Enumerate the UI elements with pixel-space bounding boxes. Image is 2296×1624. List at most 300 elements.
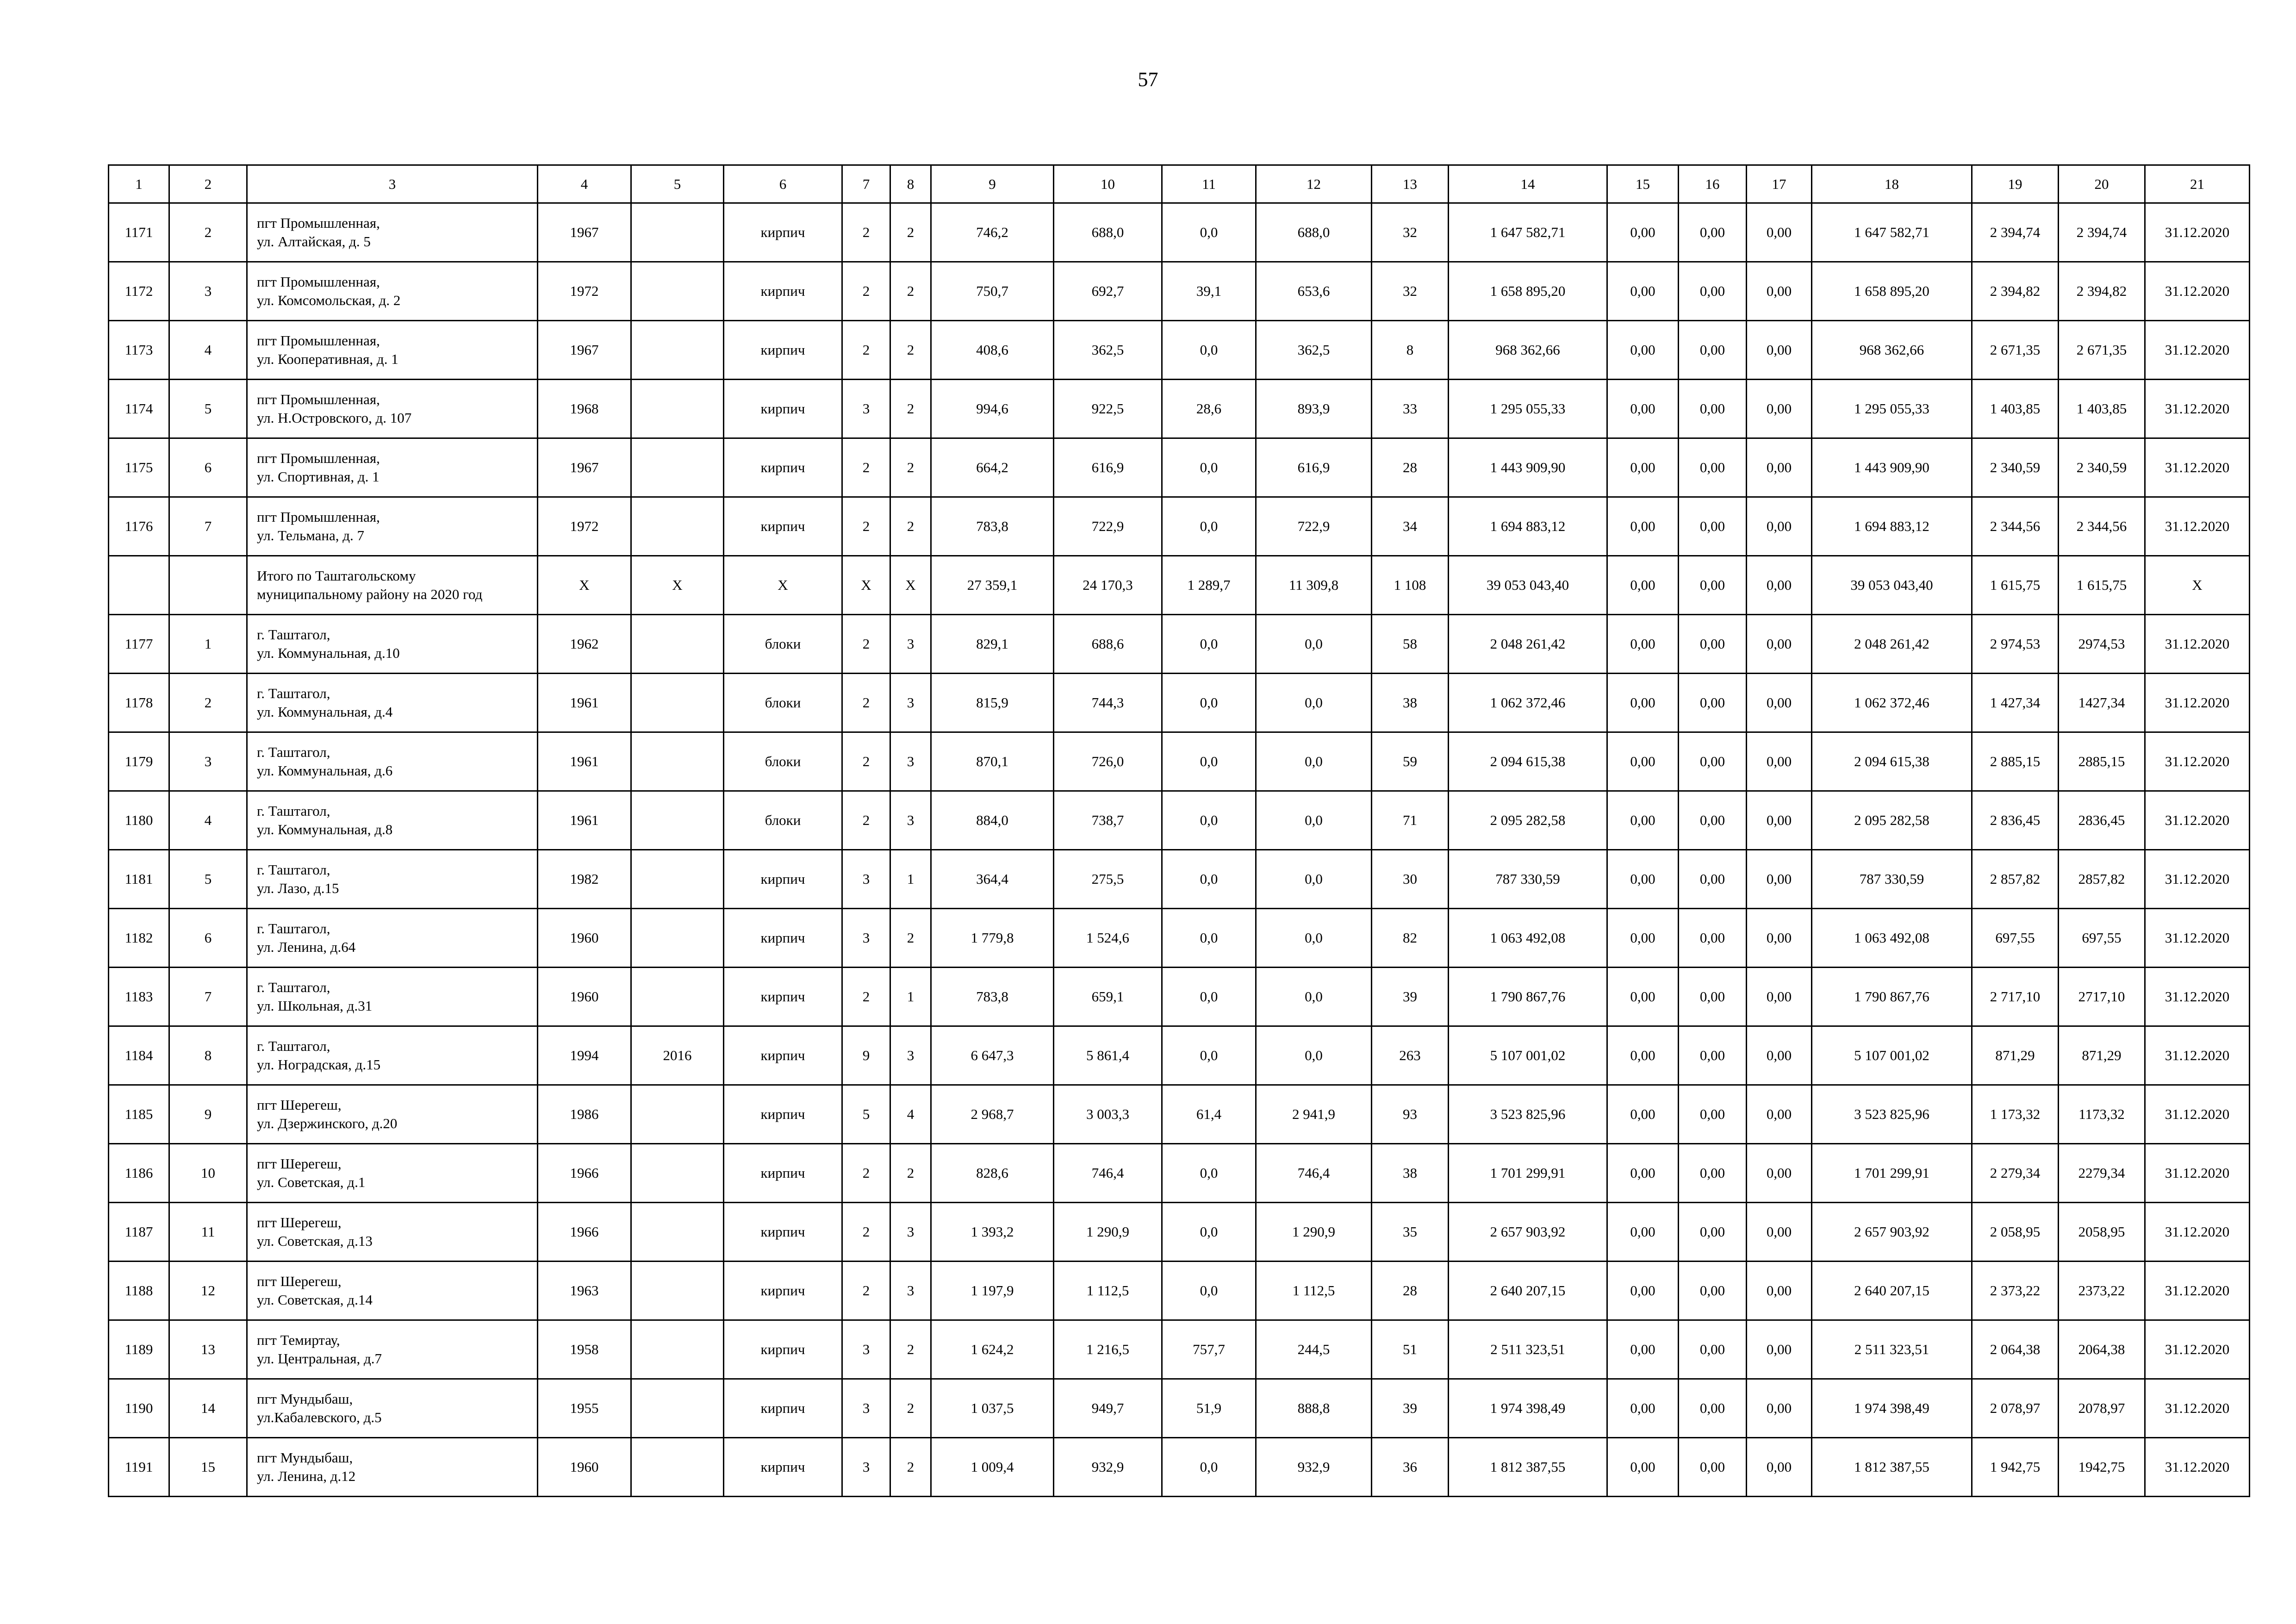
table-cell: кирпич bbox=[724, 1379, 842, 1438]
table-cell: 5 bbox=[842, 1085, 890, 1144]
address-line: ул. Центральная, д.7 bbox=[257, 1350, 382, 1367]
table-cell: 0,0 bbox=[1162, 203, 1256, 262]
column-number: 13 bbox=[1372, 165, 1449, 203]
table-cell: 1 658 895,20 bbox=[1449, 262, 1607, 321]
column-number: 14 bbox=[1449, 165, 1607, 203]
table-cell bbox=[631, 1203, 724, 1262]
column-number: 16 bbox=[1679, 165, 1747, 203]
address-cell bbox=[247, 497, 538, 556]
address-cell bbox=[247, 1262, 538, 1320]
table-cell: 2 394,74 bbox=[1972, 203, 2059, 262]
table-cell: 1 009,4 bbox=[931, 1438, 1054, 1497]
table-cell: 688,0 bbox=[1054, 203, 1162, 262]
table-cell: 1 295 055,33 bbox=[1449, 380, 1607, 438]
table-row bbox=[109, 203, 2250, 262]
table-cell: 0,00 bbox=[1679, 968, 1747, 1026]
table-cell: 1178 bbox=[109, 674, 169, 732]
table-cell: 815,9 bbox=[931, 674, 1054, 732]
address-line: ул. Дзержинского, д.20 bbox=[257, 1115, 398, 1131]
table-cell: 2 bbox=[890, 1144, 931, 1203]
address-line: ул. Тельмана, д. 7 bbox=[257, 527, 365, 543]
address-cell bbox=[247, 1438, 538, 1497]
column-number: 19 bbox=[1972, 165, 2059, 203]
table-cell: 870,1 bbox=[931, 732, 1054, 791]
address-cell bbox=[247, 262, 538, 321]
table-cell: 34 bbox=[1372, 497, 1449, 556]
table-cell: 1966 bbox=[538, 1203, 631, 1262]
table-cell: 1 524,6 bbox=[1054, 909, 1162, 968]
table-cell: 1175 bbox=[109, 438, 169, 497]
table-cell: 2 373,22 bbox=[1972, 1262, 2059, 1320]
table-cell: 1 812 387,55 bbox=[1812, 1438, 1972, 1497]
table-cell: 31.12.2020 bbox=[2145, 321, 2250, 380]
table-cell: 0,00 bbox=[1679, 262, 1747, 321]
table-cell: 0,0 bbox=[1256, 674, 1372, 732]
table-cell: 0,00 bbox=[1747, 850, 1812, 909]
table-cell bbox=[631, 1320, 724, 1379]
address-line: пгт Мундыбаш, bbox=[257, 1391, 353, 1407]
table-cell: 0,00 bbox=[1747, 262, 1812, 321]
table-cell: 0,00 bbox=[1747, 1085, 1812, 1144]
address-cell bbox=[247, 321, 538, 380]
table-cell: 726,0 bbox=[1054, 732, 1162, 791]
table-cell: 31.12.2020 bbox=[2145, 791, 2250, 850]
table-cell: 664,2 bbox=[931, 438, 1054, 497]
table-cell: 2 bbox=[842, 1144, 890, 1203]
table-cell: 3 bbox=[842, 850, 890, 909]
table-cell: кирпич bbox=[724, 1144, 842, 1203]
table-cell: 14 bbox=[169, 1379, 247, 1438]
table-cell: 0,00 bbox=[1747, 203, 1812, 262]
table-cell: 1 790 867,76 bbox=[1449, 968, 1607, 1026]
table-cell: 1 037,5 bbox=[931, 1379, 1054, 1438]
table-row bbox=[109, 791, 2250, 850]
table-cell: 33 bbox=[1372, 380, 1449, 438]
table-cell: 2 bbox=[890, 321, 931, 380]
table-cell: 1188 bbox=[109, 1262, 169, 1320]
column-number: 8 bbox=[890, 165, 931, 203]
table-cell: 2 640 207,15 bbox=[1812, 1262, 1972, 1320]
table-cell: 0,0 bbox=[1162, 909, 1256, 968]
table-cell: 2 bbox=[842, 1262, 890, 1320]
table-cell: 39 bbox=[1372, 968, 1449, 1026]
table-cell: 2016 bbox=[631, 1026, 724, 1085]
table-cell: 2 078,97 bbox=[1972, 1379, 2059, 1438]
table-cell: 0,00 bbox=[1747, 1320, 1812, 1379]
address-line: г. Таштагол, bbox=[257, 626, 330, 643]
address-cell bbox=[247, 1026, 538, 1085]
table-cell: 2 640 207,15 bbox=[1449, 1262, 1607, 1320]
table-cell: 1958 bbox=[538, 1320, 631, 1379]
table-cell: 1 443 909,90 bbox=[1812, 438, 1972, 497]
table-cell: 2 bbox=[890, 909, 931, 968]
table-cell: 1 942,75 bbox=[1972, 1438, 2059, 1497]
table-cell bbox=[631, 380, 724, 438]
table-cell: 362,5 bbox=[1054, 321, 1162, 380]
table-cell: 0,0 bbox=[1256, 791, 1372, 850]
table-cell: 2 344,56 bbox=[1972, 497, 2059, 556]
table-cell: 12 bbox=[169, 1262, 247, 1320]
table-cell: 2 bbox=[842, 732, 890, 791]
table-cell: 1 403,85 bbox=[2059, 380, 2145, 438]
table-cell bbox=[631, 1144, 724, 1203]
table-cell: 30 bbox=[1372, 850, 1449, 909]
table-cell: 2 836,45 bbox=[1972, 791, 2059, 850]
table-cell: 1182 bbox=[109, 909, 169, 968]
table-cell: 1 108 bbox=[1372, 556, 1449, 615]
table-cell: 0,00 bbox=[1607, 732, 1679, 791]
table-cell: 2 bbox=[890, 497, 931, 556]
table-cell: 0,00 bbox=[1679, 438, 1747, 497]
table-cell: 6 bbox=[169, 909, 247, 968]
table-cell: 0,0 bbox=[1162, 968, 1256, 1026]
table-cell: 31.12.2020 bbox=[2145, 262, 2250, 321]
table-cell: 2 bbox=[890, 203, 931, 262]
table-row bbox=[109, 321, 2250, 380]
table-cell: 3 003,3 bbox=[1054, 1085, 1162, 1144]
table-cell: 688,6 bbox=[1054, 615, 1162, 674]
table-cell: 871,29 bbox=[2059, 1026, 2145, 1085]
table-cell: 1189 bbox=[109, 1320, 169, 1379]
table-cell: 0,00 bbox=[1679, 497, 1747, 556]
table-cell: 1961 bbox=[538, 732, 631, 791]
table-cell: кирпич bbox=[724, 1320, 842, 1379]
table-cell: 0,00 bbox=[1607, 497, 1679, 556]
district-total-row bbox=[109, 556, 2250, 615]
table-cell: X bbox=[842, 556, 890, 615]
table-cell: 38 bbox=[1372, 1144, 1449, 1203]
table-cell: 1 615,75 bbox=[2059, 556, 2145, 615]
table-cell bbox=[109, 556, 169, 615]
table-cell: 0,00 bbox=[1679, 556, 1747, 615]
table-cell: кирпич bbox=[724, 1203, 842, 1262]
table-cell: 2717,10 bbox=[2059, 968, 2145, 1026]
table-cell: 1191 bbox=[109, 1438, 169, 1497]
table-cell: 1994 bbox=[538, 1026, 631, 1085]
table-cell: 59 bbox=[1372, 732, 1449, 791]
column-number: 15 bbox=[1607, 165, 1679, 203]
table-cell: X bbox=[890, 556, 931, 615]
table-cell: 746,2 bbox=[931, 203, 1054, 262]
table-cell: кирпич bbox=[724, 968, 842, 1026]
table-cell bbox=[631, 615, 724, 674]
table-cell: 692,7 bbox=[1054, 262, 1162, 321]
table-cell: 28,6 bbox=[1162, 380, 1256, 438]
address-cell bbox=[247, 615, 538, 674]
table-cell: 0,00 bbox=[1679, 1379, 1747, 1438]
table-cell: 0,0 bbox=[1256, 615, 1372, 674]
table-cell: 2 095 282,58 bbox=[1812, 791, 1972, 850]
table-cell bbox=[631, 1438, 724, 1497]
table-cell: 1 062 372,46 bbox=[1812, 674, 1972, 732]
table-cell: 1982 bbox=[538, 850, 631, 909]
table-cell: 1 694 883,12 bbox=[1812, 497, 1972, 556]
table-cell: 3 bbox=[890, 1262, 931, 1320]
table-cell: 1961 bbox=[538, 791, 631, 850]
table-cell: 0,00 bbox=[1747, 732, 1812, 791]
table-cell: 5 bbox=[169, 850, 247, 909]
table-cell: 51 bbox=[1372, 1320, 1449, 1379]
address-line: ул. Ленина, д.12 bbox=[257, 1468, 356, 1484]
table-cell: 0,00 bbox=[1607, 321, 1679, 380]
column-number-row bbox=[109, 165, 2250, 203]
table-cell: 3 bbox=[890, 1203, 931, 1262]
table-cell: кирпич bbox=[724, 262, 842, 321]
table-cell: 0,00 bbox=[1607, 556, 1679, 615]
table-cell: 2 bbox=[842, 438, 890, 497]
table-cell: 1183 bbox=[109, 968, 169, 1026]
table-cell: 1966 bbox=[538, 1144, 631, 1203]
table-cell: 0,0 bbox=[1162, 674, 1256, 732]
address-line: ул. Советская, д.13 bbox=[257, 1233, 373, 1249]
table-cell: 1184 bbox=[109, 1026, 169, 1085]
table-cell: 2064,38 bbox=[2059, 1320, 2145, 1379]
table-cell: 1 173,32 bbox=[1972, 1085, 2059, 1144]
table-cell: 2857,82 bbox=[2059, 850, 2145, 909]
table-cell: 787 330,59 bbox=[1449, 850, 1607, 909]
table-cell: 31.12.2020 bbox=[2145, 732, 2250, 791]
table-cell: 1174 bbox=[109, 380, 169, 438]
table-cell: 0,00 bbox=[1747, 321, 1812, 380]
table-cell: 0,00 bbox=[1679, 1438, 1747, 1497]
table-cell: 2 394,74 bbox=[2059, 203, 2145, 262]
table-cell: 2 394,82 bbox=[1972, 262, 2059, 321]
table-cell: 1 443 909,90 bbox=[1449, 438, 1607, 497]
table-row bbox=[109, 909, 2250, 968]
address-cell bbox=[247, 968, 538, 1026]
address-line: муниципальному району на 2020 год bbox=[257, 586, 483, 602]
table-cell: 32 bbox=[1372, 203, 1449, 262]
table-cell: 0,00 bbox=[1607, 1085, 1679, 1144]
table-cell: 0,00 bbox=[1607, 1320, 1679, 1379]
table-cell: 0,0 bbox=[1256, 850, 1372, 909]
address-cell bbox=[247, 438, 538, 497]
table-cell: 0,00 bbox=[1679, 321, 1747, 380]
address-cell bbox=[247, 674, 538, 732]
address-line: пгт Шерегеш, bbox=[257, 1214, 342, 1230]
table-cell: 2 058,95 bbox=[1972, 1203, 2059, 1262]
table-cell: 31.12.2020 bbox=[2145, 1262, 2250, 1320]
table-cell: 15 bbox=[169, 1438, 247, 1497]
table-cell: 58 bbox=[1372, 615, 1449, 674]
table-cell bbox=[631, 262, 724, 321]
table-cell: 1967 bbox=[538, 203, 631, 262]
table-cell: блоки bbox=[724, 791, 842, 850]
table-cell: 1 bbox=[890, 968, 931, 1026]
table-cell bbox=[631, 732, 724, 791]
table-cell: 744,3 bbox=[1054, 674, 1162, 732]
table-row bbox=[109, 1320, 2250, 1379]
table-cell: 5 bbox=[169, 380, 247, 438]
table-cell: 1 812 387,55 bbox=[1449, 1438, 1607, 1497]
table-cell: 4 bbox=[169, 321, 247, 380]
table-cell: 0,00 bbox=[1679, 850, 1747, 909]
table-cell: 2 bbox=[890, 1320, 931, 1379]
table-cell: 2 bbox=[890, 1379, 931, 1438]
table-cell: 738,7 bbox=[1054, 791, 1162, 850]
column-number: 10 bbox=[1054, 165, 1162, 203]
table-cell: кирпич bbox=[724, 321, 842, 380]
column-number: 5 bbox=[631, 165, 724, 203]
table-cell: 783,8 bbox=[931, 497, 1054, 556]
address-line: г. Таштагол, bbox=[257, 803, 330, 819]
table-cell: 1185 bbox=[109, 1085, 169, 1144]
table-cell: 275,5 bbox=[1054, 850, 1162, 909]
address-cell bbox=[247, 556, 538, 615]
table-cell: 1 112,5 bbox=[1256, 1262, 1372, 1320]
table-cell: 1190 bbox=[109, 1379, 169, 1438]
table-cell: 1961 bbox=[538, 674, 631, 732]
table-cell: 0,00 bbox=[1607, 203, 1679, 262]
table-cell: 7 bbox=[169, 968, 247, 1026]
column-number: 3 bbox=[247, 165, 538, 203]
table-cell: 0,00 bbox=[1679, 674, 1747, 732]
address-line: пгт Мундыбаш, bbox=[257, 1449, 353, 1466]
address-line: пгт Темиртау, bbox=[257, 1332, 340, 1348]
table-cell: 0,00 bbox=[1607, 1438, 1679, 1497]
table-cell: 2 095 282,58 bbox=[1449, 791, 1607, 850]
table-cell: 2 394,82 bbox=[2059, 262, 2145, 321]
table-cell: 5 861,4 bbox=[1054, 1026, 1162, 1085]
table-cell: 2 bbox=[842, 791, 890, 850]
address-line: ул. Советская, д.1 bbox=[257, 1174, 366, 1190]
table-cell: 2 974,53 bbox=[1972, 615, 2059, 674]
table-cell: 3 bbox=[842, 1320, 890, 1379]
address-cell bbox=[247, 850, 538, 909]
table-cell: 0,0 bbox=[1162, 1203, 1256, 1262]
table-cell: 0,0 bbox=[1162, 850, 1256, 909]
column-number: 1 bbox=[109, 165, 169, 203]
table-cell: 0,00 bbox=[1747, 674, 1812, 732]
table-cell: 1 779,8 bbox=[931, 909, 1054, 968]
table-cell: 1427,34 bbox=[2059, 674, 2145, 732]
table-cell: 1 427,34 bbox=[1972, 674, 2059, 732]
table-cell: 1 701 299,91 bbox=[1449, 1144, 1607, 1203]
column-number: 6 bbox=[724, 165, 842, 203]
table-cell: X bbox=[2145, 556, 2250, 615]
table-cell: 39 053 043,40 bbox=[1812, 556, 1972, 615]
table-cell: 38 bbox=[1372, 674, 1449, 732]
table-row bbox=[109, 1438, 2250, 1497]
table-cell: 2 511 323,51 bbox=[1449, 1320, 1607, 1379]
table-cell: блоки bbox=[724, 615, 842, 674]
table-cell: 829,1 bbox=[931, 615, 1054, 674]
table-cell: 2 bbox=[890, 262, 931, 321]
table-cell: 2058,95 bbox=[2059, 1203, 2145, 1262]
table-cell: 2078,97 bbox=[2059, 1379, 2145, 1438]
table-cell bbox=[631, 850, 724, 909]
table-cell: 93 bbox=[1372, 1085, 1449, 1144]
table-cell: 0,00 bbox=[1607, 438, 1679, 497]
table-cell: 1962 bbox=[538, 615, 631, 674]
table-cell: 8 bbox=[169, 1026, 247, 1085]
table-cell: 5 107 001,02 bbox=[1812, 1026, 1972, 1085]
table-cell: 2 bbox=[169, 203, 247, 262]
table-cell: 0,00 bbox=[1747, 380, 1812, 438]
column-number: 12 bbox=[1256, 165, 1372, 203]
table-cell: 922,5 bbox=[1054, 380, 1162, 438]
table-cell: 884,0 bbox=[931, 791, 1054, 850]
table-cell: 1 216,5 bbox=[1054, 1320, 1162, 1379]
column-number: 2 bbox=[169, 165, 247, 203]
table-cell: 932,9 bbox=[1256, 1438, 1372, 1497]
table-cell: 1972 bbox=[538, 262, 631, 321]
address-line: ул. Алтайская, д. 5 bbox=[257, 233, 371, 250]
address-cell bbox=[247, 732, 538, 791]
table-cell: 31.12.2020 bbox=[2145, 203, 2250, 262]
table-cell: 2 094 615,38 bbox=[1812, 732, 1972, 791]
table-cell: 616,9 bbox=[1256, 438, 1372, 497]
table-cell: 2 048 261,42 bbox=[1449, 615, 1607, 674]
table-cell: 1 197,9 bbox=[931, 1262, 1054, 1320]
table-cell: 7 bbox=[169, 497, 247, 556]
table-cell: 1179 bbox=[109, 732, 169, 791]
table-cell: X bbox=[631, 556, 724, 615]
table-cell bbox=[169, 556, 247, 615]
table-cell: 39,1 bbox=[1162, 262, 1256, 321]
address-line: пгт Промышленная, bbox=[257, 450, 380, 466]
table-cell: 0,00 bbox=[1679, 1085, 1747, 1144]
table-cell: 0,00 bbox=[1607, 1203, 1679, 1262]
table-cell: 2 340,59 bbox=[1972, 438, 2059, 497]
table-cell: 0,0 bbox=[1162, 497, 1256, 556]
table-cell: 1180 bbox=[109, 791, 169, 850]
address-line: ул. Спортивная, д. 1 bbox=[257, 468, 380, 485]
table-cell: 1 615,75 bbox=[1972, 556, 2059, 615]
table-cell: 1967 bbox=[538, 438, 631, 497]
table-cell: 2 279,34 bbox=[1972, 1144, 2059, 1203]
address-cell bbox=[247, 380, 538, 438]
table-cell: 3 bbox=[169, 732, 247, 791]
column-number: 11 bbox=[1162, 165, 1256, 203]
address-line: пгт Промышленная, bbox=[257, 274, 380, 290]
table-cell: 0,00 bbox=[1747, 1026, 1812, 1085]
table-cell: 3 bbox=[842, 909, 890, 968]
table-cell: 787 330,59 bbox=[1812, 850, 1972, 909]
table-cell: 757,7 bbox=[1162, 1320, 1256, 1379]
table-cell: 1960 bbox=[538, 1438, 631, 1497]
address-line: пгт Шерегеш, bbox=[257, 1156, 342, 1172]
table-cell: 31.12.2020 bbox=[2145, 615, 2250, 674]
table-cell: 2 bbox=[842, 262, 890, 321]
address-line: г. Таштагол, bbox=[257, 920, 330, 937]
table-cell: 1187 bbox=[109, 1203, 169, 1262]
table-cell: 3 523 825,96 bbox=[1812, 1085, 1972, 1144]
table-cell: 11 309,8 bbox=[1256, 556, 1372, 615]
address-line: ул.Кабалевского, д.5 bbox=[257, 1409, 382, 1425]
table-cell: 0,0 bbox=[1162, 1262, 1256, 1320]
table-cell: 0,00 bbox=[1607, 380, 1679, 438]
table-cell: 1 295 055,33 bbox=[1812, 380, 1972, 438]
table-cell: 28 bbox=[1372, 1262, 1449, 1320]
column-number: 20 bbox=[2059, 165, 2145, 203]
table-cell: 2 094 615,38 bbox=[1449, 732, 1607, 791]
table-cell: 1171 bbox=[109, 203, 169, 262]
table-cell: 1 062 372,46 bbox=[1449, 674, 1607, 732]
table-cell: 3 bbox=[890, 1026, 931, 1085]
table-cell: 1186 bbox=[109, 1144, 169, 1203]
table-row bbox=[109, 850, 2250, 909]
table-cell: 949,7 bbox=[1054, 1379, 1162, 1438]
table-cell: 1 289,7 bbox=[1162, 556, 1256, 615]
table-cell: 0,00 bbox=[1679, 1203, 1747, 1262]
table-cell: 3 bbox=[890, 791, 931, 850]
table-cell: 1 658 895,20 bbox=[1812, 262, 1972, 321]
table-cell: 8 bbox=[1372, 321, 1449, 380]
table-cell: 0,00 bbox=[1607, 262, 1679, 321]
table-cell: 31.12.2020 bbox=[2145, 968, 2250, 1026]
table-cell: 1 647 582,71 bbox=[1449, 203, 1607, 262]
